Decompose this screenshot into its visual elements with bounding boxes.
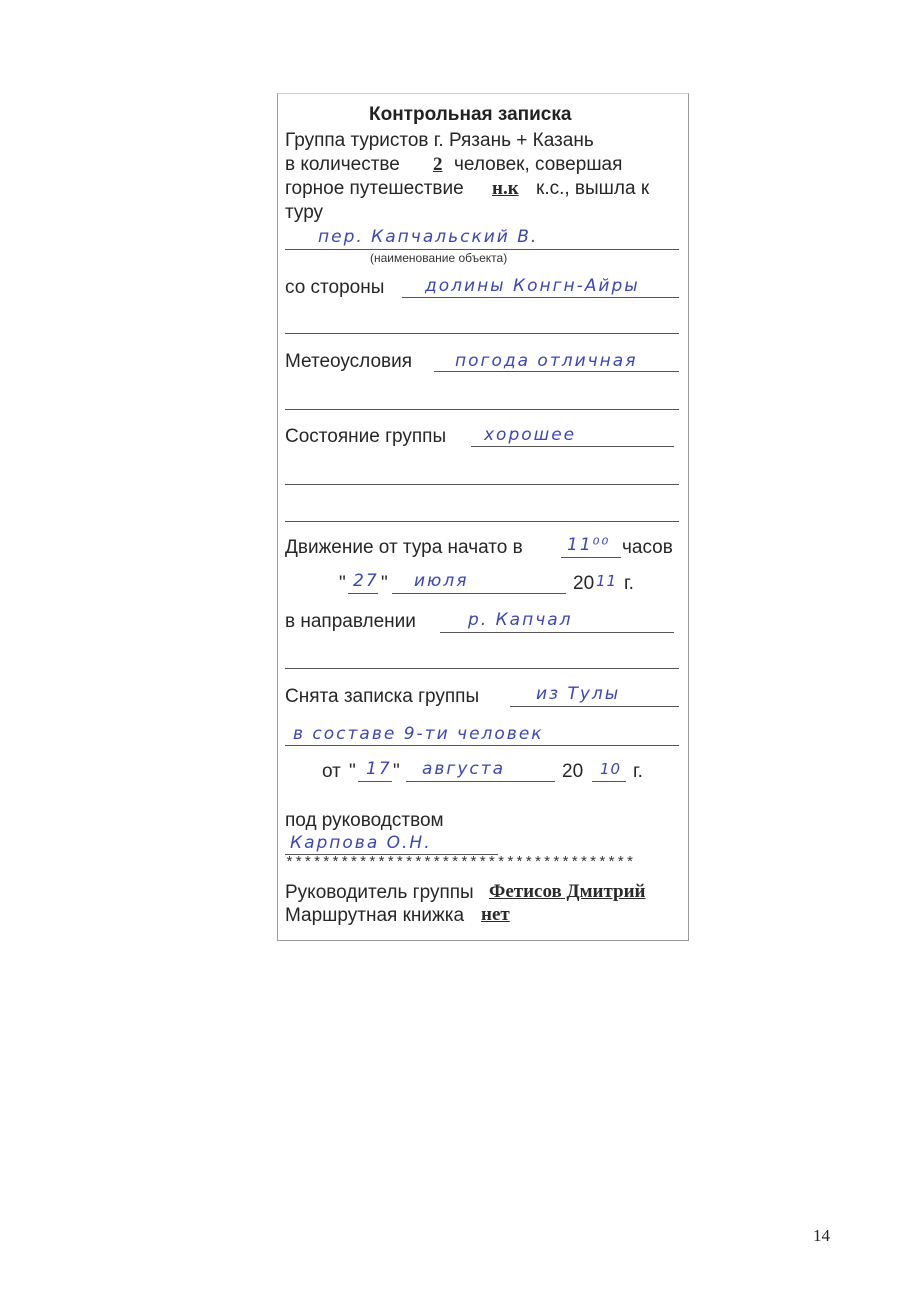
movement-year-prefix: 20 <box>573 573 595 594</box>
note-title: Контрольная записка <box>369 104 572 125</box>
group-size-value: 2 <box>433 154 443 175</box>
direction-line <box>440 632 674 633</box>
weather-extra-line <box>285 409 679 410</box>
lead-label: под руководством <box>285 810 444 831</box>
condition-label: Состояние группы <box>285 426 447 447</box>
difficulty-value: н.к <box>492 178 519 199</box>
condition-line <box>471 446 674 447</box>
movement-hour-line <box>561 557 621 558</box>
movement-quote-open: " <box>339 573 346 594</box>
intro-line-4: туру <box>285 202 324 223</box>
movement-day-line <box>348 593 378 594</box>
removed-from-date-label: от <box>322 761 341 782</box>
removed-composition-value: в составе 9-ти человек <box>293 724 544 744</box>
leader-label: Руководитель группы <box>285 882 474 903</box>
removed-from-value: из Тулы <box>536 684 621 704</box>
intro-line-2-start: в количестве <box>285 154 400 175</box>
intro-line-3-start: горное путешествие <box>285 178 464 199</box>
removed-year-label: г. <box>633 761 643 782</box>
movement-month-value: июля <box>414 571 469 591</box>
direction-label: в направлении <box>285 611 416 632</box>
removed-year-prefix: 20 <box>562 761 584 782</box>
side-value: долины Конгн-Айры <box>425 276 640 296</box>
removed-month-line <box>406 781 555 782</box>
removed-month-value: августа <box>422 759 506 779</box>
separator-stars: ************************************** <box>285 855 635 872</box>
removed-quote-close: " <box>393 761 400 782</box>
movement-day-value: 27 <box>353 571 379 591</box>
route-book-value: нет <box>481 904 510 925</box>
side-label: со стороны <box>285 277 385 298</box>
movement-hour-value: 11⁰⁰ <box>567 535 611 555</box>
direction-value: р. Капчал <box>468 610 573 630</box>
movement-year-suffix: 11 <box>596 572 618 590</box>
removed-year-suffix: 10 <box>600 760 622 778</box>
removed-day-value: 17 <box>366 759 392 779</box>
removed-year-line <box>592 781 626 782</box>
removed-label: Снята записка группы <box>285 686 480 707</box>
condition-extra-line-1 <box>285 484 679 485</box>
movement-hours-label: часов <box>622 537 673 558</box>
condition-value: хорошее <box>484 425 577 445</box>
intro-line-3-end: к.с., вышла к <box>536 178 650 199</box>
removed-quote-open: " <box>349 761 356 782</box>
movement-year-label: г. <box>624 573 634 594</box>
lead-value: Карпова О.Н. <box>290 833 432 853</box>
weather-label: Метеоусловия <box>285 351 413 372</box>
intro-line-1: Группа туристов г. Рязань + Казань <box>285 130 594 151</box>
movement-label: Движение от тура начато в <box>285 537 523 558</box>
movement-quote-close: " <box>381 573 388 594</box>
weather-value: погода отличная <box>455 351 638 371</box>
page-number: 14 <box>813 1226 830 1245</box>
object-name-value: пер. Капчальский В. <box>318 227 539 247</box>
weather-line <box>434 371 679 372</box>
intro-line-2-end: человек, совершая <box>454 154 623 175</box>
object-caption: (наименование объекта) <box>370 251 508 265</box>
route-book-label: Маршрутная книжка <box>285 905 465 926</box>
leader-name-value: Фетисов Дмитрий <box>489 881 646 902</box>
condition-extra-line-2 <box>285 521 679 522</box>
side-line <box>402 297 679 298</box>
direction-extra-line <box>285 668 679 669</box>
movement-month-line <box>392 593 566 594</box>
side-extra-line <box>285 333 679 334</box>
removed-from-line <box>510 706 679 707</box>
removed-composition-line <box>285 745 679 746</box>
object-name-line <box>285 249 679 250</box>
removed-day-line <box>358 781 392 782</box>
